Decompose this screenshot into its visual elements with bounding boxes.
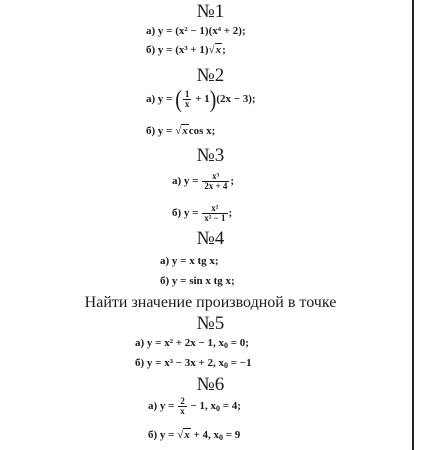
problem-2b [146, 123, 215, 139]
problem-6b [148, 427, 240, 446]
problem-3b-pre: y = [183, 207, 199, 220]
problem-2b-pre: y = [157, 125, 173, 137]
problem-2-heading: №2 [196, 65, 225, 86]
problem-3a-post: ; [230, 175, 235, 188]
problem-6a-label: а) [148, 400, 158, 413]
problem-2a-label: а) [146, 93, 156, 106]
problem-1b-pre: y = (x³ + 1) [157, 44, 209, 56]
problem-2a-post: (2x − 3); [216, 93, 256, 106]
problem-6b-label: б) [148, 429, 158, 441]
problem-2b-post: cos x; [188, 125, 216, 137]
numerator: 2 [180, 396, 185, 406]
denominator: 2x + 4 [204, 181, 228, 191]
numerator: x² [202, 204, 227, 214]
problem-6b-pre: y = [159, 429, 175, 441]
task-heading: Найти значение производной в точке [84, 294, 337, 311]
problem-1b [146, 42, 226, 58]
problem-6b-mid: + 4, x [190, 429, 220, 441]
problem-4-heading: №4 [196, 228, 225, 249]
problem-1b-label: б) [146, 44, 156, 56]
right-paren: ) [209, 86, 217, 113]
problem-6-heading: №6 [196, 374, 225, 395]
subscript: 0 [224, 341, 229, 350]
problem-2a-mid: + 1 [195, 93, 210, 106]
subscript: 0 [224, 361, 229, 370]
problem-6a-mid: − 1, x [190, 400, 216, 413]
problem-5b-expr: y = x³ − 3x + 2, x [146, 357, 225, 369]
radicand: x [182, 125, 188, 137]
problem-6a-tail: = 4; [219, 400, 241, 413]
problem-1a [146, 23, 246, 39]
fraction [202, 204, 227, 223]
numerator: 1 [184, 89, 190, 99]
numerator: x³ [202, 172, 229, 182]
problem-5b [135, 355, 252, 374]
radicand: x [215, 44, 222, 56]
subscript: 0 [219, 433, 224, 442]
problem-2a-pre: y = [157, 93, 173, 106]
denominator: x² − 1 [204, 213, 226, 223]
sqrt: √x [175, 125, 188, 137]
problem-5a-label: а) [135, 337, 145, 349]
problem-3a-label: а) [172, 175, 182, 188]
problem-4a [160, 253, 219, 269]
left-paren: ( [175, 86, 182, 113]
problem-5b-tail: = −1 [228, 357, 252, 369]
fraction [183, 90, 192, 109]
problem-4a-label: а) [160, 255, 170, 267]
sqrt: √x [177, 429, 190, 441]
denominator: x [180, 406, 185, 416]
problem-3-heading: №3 [196, 145, 225, 166]
denominator: x [184, 99, 190, 109]
problem-6b-tail: = 9 [223, 429, 241, 441]
problem-5a [135, 335, 249, 354]
subscript: 0 [215, 404, 220, 414]
radicand: x [184, 429, 190, 441]
problem-4b [160, 273, 235, 289]
problem-3a-pre: y = [183, 175, 199, 188]
problem-1a-expr: y = (x² − 1)(x⁴ + 2); [157, 25, 246, 37]
problem-2b-label: б) [146, 125, 156, 137]
problem-5a-tail: = 0; [228, 337, 249, 349]
problem-6a-pre: y = [159, 400, 175, 413]
problem-5a-expr: y = x² + 2x − 1, x [146, 337, 225, 349]
problem-3a [172, 172, 234, 191]
problem-1a-label: а) [146, 25, 156, 37]
problem-3b-post: ; [228, 207, 233, 220]
sqrt: √x [208, 44, 222, 56]
problem-5-heading: №5 [196, 313, 225, 334]
problem-4a-expr: y = x tg x; [171, 255, 219, 267]
problem-2a [146, 86, 256, 113]
problem-6a [148, 397, 241, 417]
fraction [178, 397, 187, 416]
problem-4b-label: б) [160, 275, 170, 287]
problem-3b-label: б) [172, 207, 182, 220]
problem-4b-expr: y = sin x tg x; [171, 275, 235, 287]
problem-5b-label: б) [135, 357, 145, 369]
problem-1b-post: ; [222, 44, 226, 56]
problem-1-heading: №1 [196, 1, 225, 22]
problem-3b [172, 204, 232, 223]
fraction [202, 172, 229, 191]
